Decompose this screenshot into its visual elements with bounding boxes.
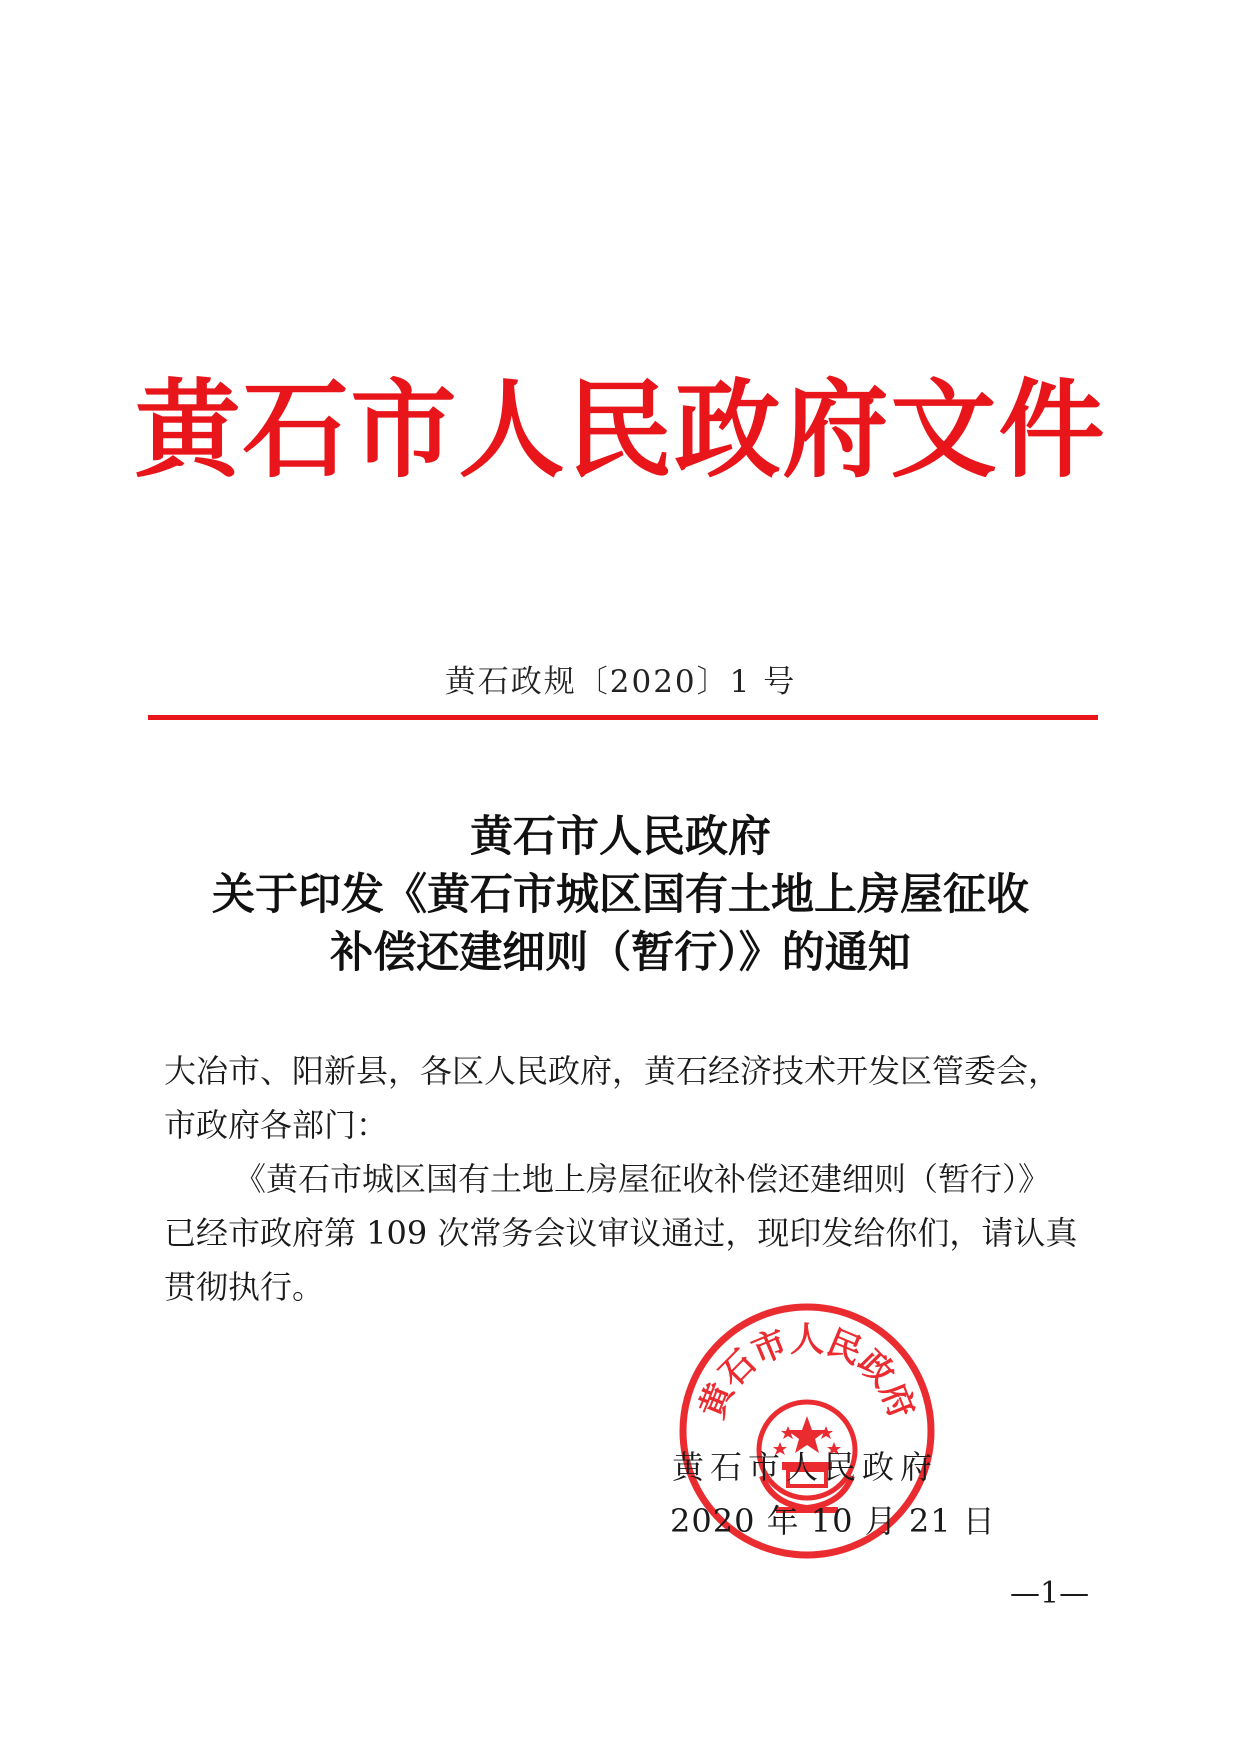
page-number: —1— bbox=[1010, 1576, 1090, 1611]
body-line-1: 《黄石市城区国有土地上房屋征收补偿还建细则（暂行）》 bbox=[234, 1160, 1051, 1198]
signature-date: 2020 年 10 月 21 日 bbox=[670, 1502, 996, 1540]
body-line-2: 已经市政府第 109 次常务会议审议通过，现印发给你们，请认真 bbox=[164, 1214, 1078, 1252]
body-paragraph bbox=[164, 1152, 1092, 1314]
document-number: 黄石政规〔2020〕1 号 bbox=[444, 664, 797, 700]
body-line-3: 贯彻执行。 bbox=[164, 1268, 325, 1306]
red-divider-line bbox=[148, 715, 1098, 720]
addressee-line-1: 大冶市、阳新县，各区人民政府，黄石经济技术开发区管委会， bbox=[164, 1052, 1061, 1090]
document-masthead: 黄石市人民政府文件 bbox=[134, 367, 1107, 492]
title-line-1: 黄石市人民政府 bbox=[470, 812, 771, 862]
signature-organization: 黄石市人民政府 bbox=[672, 1448, 939, 1486]
signature-block bbox=[670, 1440, 996, 1548]
seal-text: 黄石市人民政府 bbox=[692, 1319, 922, 1424]
addressee-line-2: 市政府各部门： bbox=[164, 1106, 389, 1144]
title-line-3: 补偿还建细则（暂行）》的通知 bbox=[330, 928, 911, 978]
document-title bbox=[0, 808, 1241, 982]
addressee-block bbox=[164, 1044, 1092, 1152]
title-line-2: 关于印发《黄石市城区国有土地上房屋征收 bbox=[212, 870, 1029, 920]
